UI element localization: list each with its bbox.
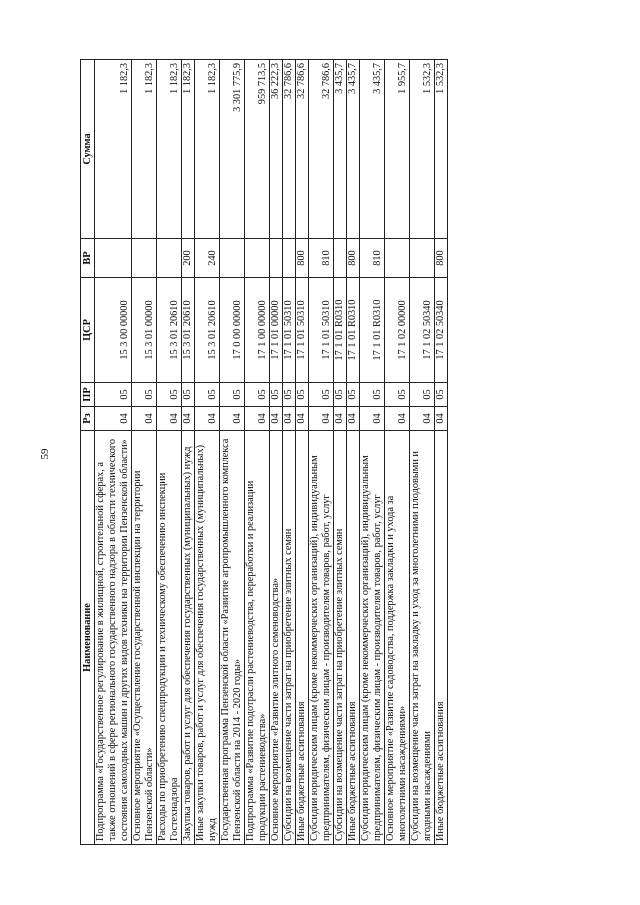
cell-rz: 04: [220, 407, 245, 431]
cell-name: Закупка товаров, работ и услуг для обеспечения государственных (муниципальных) нужд: [182, 431, 195, 845]
cell-rz: 04: [245, 407, 270, 431]
cell-sum: 1 532,3: [410, 60, 435, 239]
budget-table-wrapper: [80, 60, 567, 845]
cell-rz: 04: [283, 407, 296, 431]
cell-vr: 800: [296, 239, 309, 278]
cell-vr: [385, 239, 410, 278]
cell-name: Подпрограмма «Развитие подотрасли растениеводства, переработки и реализации продукции растениеводства»: [245, 431, 270, 845]
cell-vr: [132, 239, 157, 278]
header-name: Наименование: [81, 431, 95, 845]
cell-vr: 200: [182, 239, 195, 278]
header-csr: ЦСР: [81, 278, 95, 383]
cell-vr: [220, 239, 245, 278]
cell-sum: 1 182,3: [132, 60, 157, 239]
cell-name: Иные закупки товаров, работ и услуг для обеспечения государственных (муниципальных) нужд: [195, 431, 220, 845]
cell-csr: 15 3 01 20610: [195, 278, 220, 383]
cell-vr: [270, 239, 283, 278]
rotated-page: [80, 60, 567, 845]
cell-rz: 04: [309, 407, 334, 431]
cell-sum: 1 182,3: [157, 60, 182, 239]
cell-sum: 36 222,3: [270, 60, 283, 239]
cell-sum: 959 713,5: [245, 60, 270, 239]
cell-vr: 810: [309, 239, 334, 278]
cell-rz: 04: [157, 407, 182, 431]
cell-csr: 17 1 01 00000: [270, 278, 283, 383]
cell-csr: 17 1 01 50310: [283, 278, 296, 383]
cell-csr: 15 3 00 00000: [95, 278, 132, 383]
cell-rz: 04: [132, 407, 157, 431]
cell-name: Основное мероприятие «Осуществление государственной инспекции на территории Пензенской области»: [132, 431, 157, 845]
cell-vr: 240: [195, 239, 220, 278]
cell-csr: 17 0 00 00000: [220, 278, 245, 383]
table-row: [132, 60, 157, 845]
cell-csr: 17 1 02 50340: [435, 278, 448, 383]
cell-csr: 15 3 01 20610: [157, 278, 182, 383]
cell-rz: 04: [270, 407, 283, 431]
cell-rz: 04: [95, 407, 132, 431]
cell-vr: [157, 239, 182, 278]
cell-vr: 800: [435, 239, 448, 278]
table-row: [95, 60, 132, 845]
page-number: 59: [39, 448, 51, 460]
cell-vr: [334, 239, 347, 278]
table-header-row: [81, 60, 95, 845]
cell-name: Иные бюджетные ассигнования: [347, 431, 360, 845]
cell-pr: 05: [410, 383, 435, 407]
cell-rz: 04: [334, 407, 347, 431]
table-row: [435, 60, 448, 845]
cell-pr: 05: [195, 383, 220, 407]
cell-sum: 3 435,7: [334, 60, 347, 239]
cell-name: Субсидии на возмещение части затрат на приобретение элитных семян: [283, 431, 296, 845]
cell-pr: 05: [435, 383, 448, 407]
cell-pr: 05: [296, 383, 309, 407]
cell-vr: [283, 239, 296, 278]
cell-name: Подпрограмма «Государственное регулирование в жилищной, строительной сферах, а также отношений в сфере регионального государственного надзора в области технического состояния самоходных машин и других видов техники на территории Пензенской области»: [95, 431, 132, 845]
cell-csr: 17 1 01 R0310: [360, 278, 385, 383]
cell-csr: 17 1 02 50340: [410, 278, 435, 383]
table-row: [195, 60, 220, 845]
cell-pr: 05: [245, 383, 270, 407]
cell-rz: 04: [296, 407, 309, 431]
cell-rz: 04: [435, 407, 448, 431]
cell-pr: 05: [132, 383, 157, 407]
cell-pr: 05: [157, 383, 182, 407]
table-row: [347, 60, 360, 845]
cell-pr: 05: [347, 383, 360, 407]
cell-sum: 1 532,3: [435, 60, 448, 239]
budget-table: [80, 59, 448, 845]
cell-vr: 810: [360, 239, 385, 278]
cell-sum: 3 435,7: [347, 60, 360, 239]
header-rz: Рз: [81, 407, 95, 431]
cell-csr: 17 1 01 50310: [309, 278, 334, 383]
cell-sum: 3 435,7: [360, 60, 385, 239]
cell-name: Субсидии на возмещение части затрат на закладку и уход за многолетними плодовыми и ягодными насаждениями: [410, 431, 435, 845]
cell-name: Основное мероприятие «Развитие элитного семеноводства»: [270, 431, 283, 845]
cell-csr: 15 3 01 20610: [182, 278, 195, 383]
cell-pr: 05: [283, 383, 296, 407]
table-row: [296, 60, 309, 845]
cell-sum: 1 182,3: [195, 60, 220, 239]
cell-csr: 17 1 01 50310: [296, 278, 309, 383]
cell-pr: 05: [385, 383, 410, 407]
cell-sum: 1 182,3: [182, 60, 195, 239]
header-vr: ВР: [81, 239, 95, 278]
table-row: [283, 60, 296, 845]
cell-pr: 05: [309, 383, 334, 407]
table-row: [385, 60, 410, 845]
cell-rz: 04: [182, 407, 195, 431]
cell-csr: 15 3 01 00000: [132, 278, 157, 383]
table-row: [220, 60, 245, 845]
cell-name: Иные бюджетные ассигнования: [435, 431, 448, 845]
cell-csr: 17 1 02 00000: [385, 278, 410, 383]
table-row: [410, 60, 435, 845]
cell-name: Государственная программа Пензенской области «Развитие агропромышленного комплекса Пензенской области на 2014 - 2020 годы»: [220, 431, 245, 845]
cell-rz: 04: [360, 407, 385, 431]
table-row: [270, 60, 283, 845]
cell-vr: [410, 239, 435, 278]
header-sum: Сумма: [81, 60, 95, 239]
cell-sum: 32 786,6: [296, 60, 309, 239]
cell-name: Субсидии юридическим лицам (кроме некоммерческих организаций), индивидуальным предпринимателям, физическим лицам - производителям товаров, работ, услуг: [360, 431, 385, 845]
cell-vr: [245, 239, 270, 278]
cell-csr: 17 1 01 R0310: [347, 278, 360, 383]
table-row: [182, 60, 195, 845]
table-row: [360, 60, 385, 845]
cell-name: Расходы по приобретению спецпродукции и техническому обеспечению инспекции Гостехнадзора: [157, 431, 182, 845]
cell-pr: 05: [270, 383, 283, 407]
cell-name: Субсидии на возмещение части затрат на приобретение элитных семян: [334, 431, 347, 845]
table-row: [309, 60, 334, 845]
cell-rz: 04: [385, 407, 410, 431]
header-pr: ПР: [81, 383, 95, 407]
cell-sum: 32 786,6: [309, 60, 334, 239]
cell-pr: 05: [182, 383, 195, 407]
cell-name: Субсидии юридическим лицам (кроме некоммерческих организаций), индивидуальным предпринимателям, физическим лицам - производителям товаров, работ, услуг: [309, 431, 334, 845]
cell-sum: 3 301 775,9: [220, 60, 245, 239]
cell-pr: 05: [334, 383, 347, 407]
table-row: [157, 60, 182, 845]
cell-sum: 1 182,3: [95, 60, 132, 239]
cell-name: Иные бюджетные ассигнования: [296, 431, 309, 845]
cell-sum: 1 955,7: [385, 60, 410, 239]
cell-vr: [95, 239, 132, 278]
cell-pr: 05: [220, 383, 245, 407]
table-row: [245, 60, 270, 845]
cell-pr: 05: [95, 383, 132, 407]
cell-vr: 800: [347, 239, 360, 278]
cell-sum: 32 786,6: [283, 60, 296, 239]
cell-rz: 04: [195, 407, 220, 431]
cell-rz: 04: [410, 407, 435, 431]
table-row: [334, 60, 347, 845]
cell-name: Основное мероприятие «Развитие садоводства, поддержка закладки и ухода за многолетними насаждениями»: [385, 431, 410, 845]
cell-csr: 17 1 00 00000: [245, 278, 270, 383]
cell-rz: 04: [347, 407, 360, 431]
cell-pr: 05: [360, 383, 385, 407]
cell-csr: 17 1 01 R0310: [334, 278, 347, 383]
